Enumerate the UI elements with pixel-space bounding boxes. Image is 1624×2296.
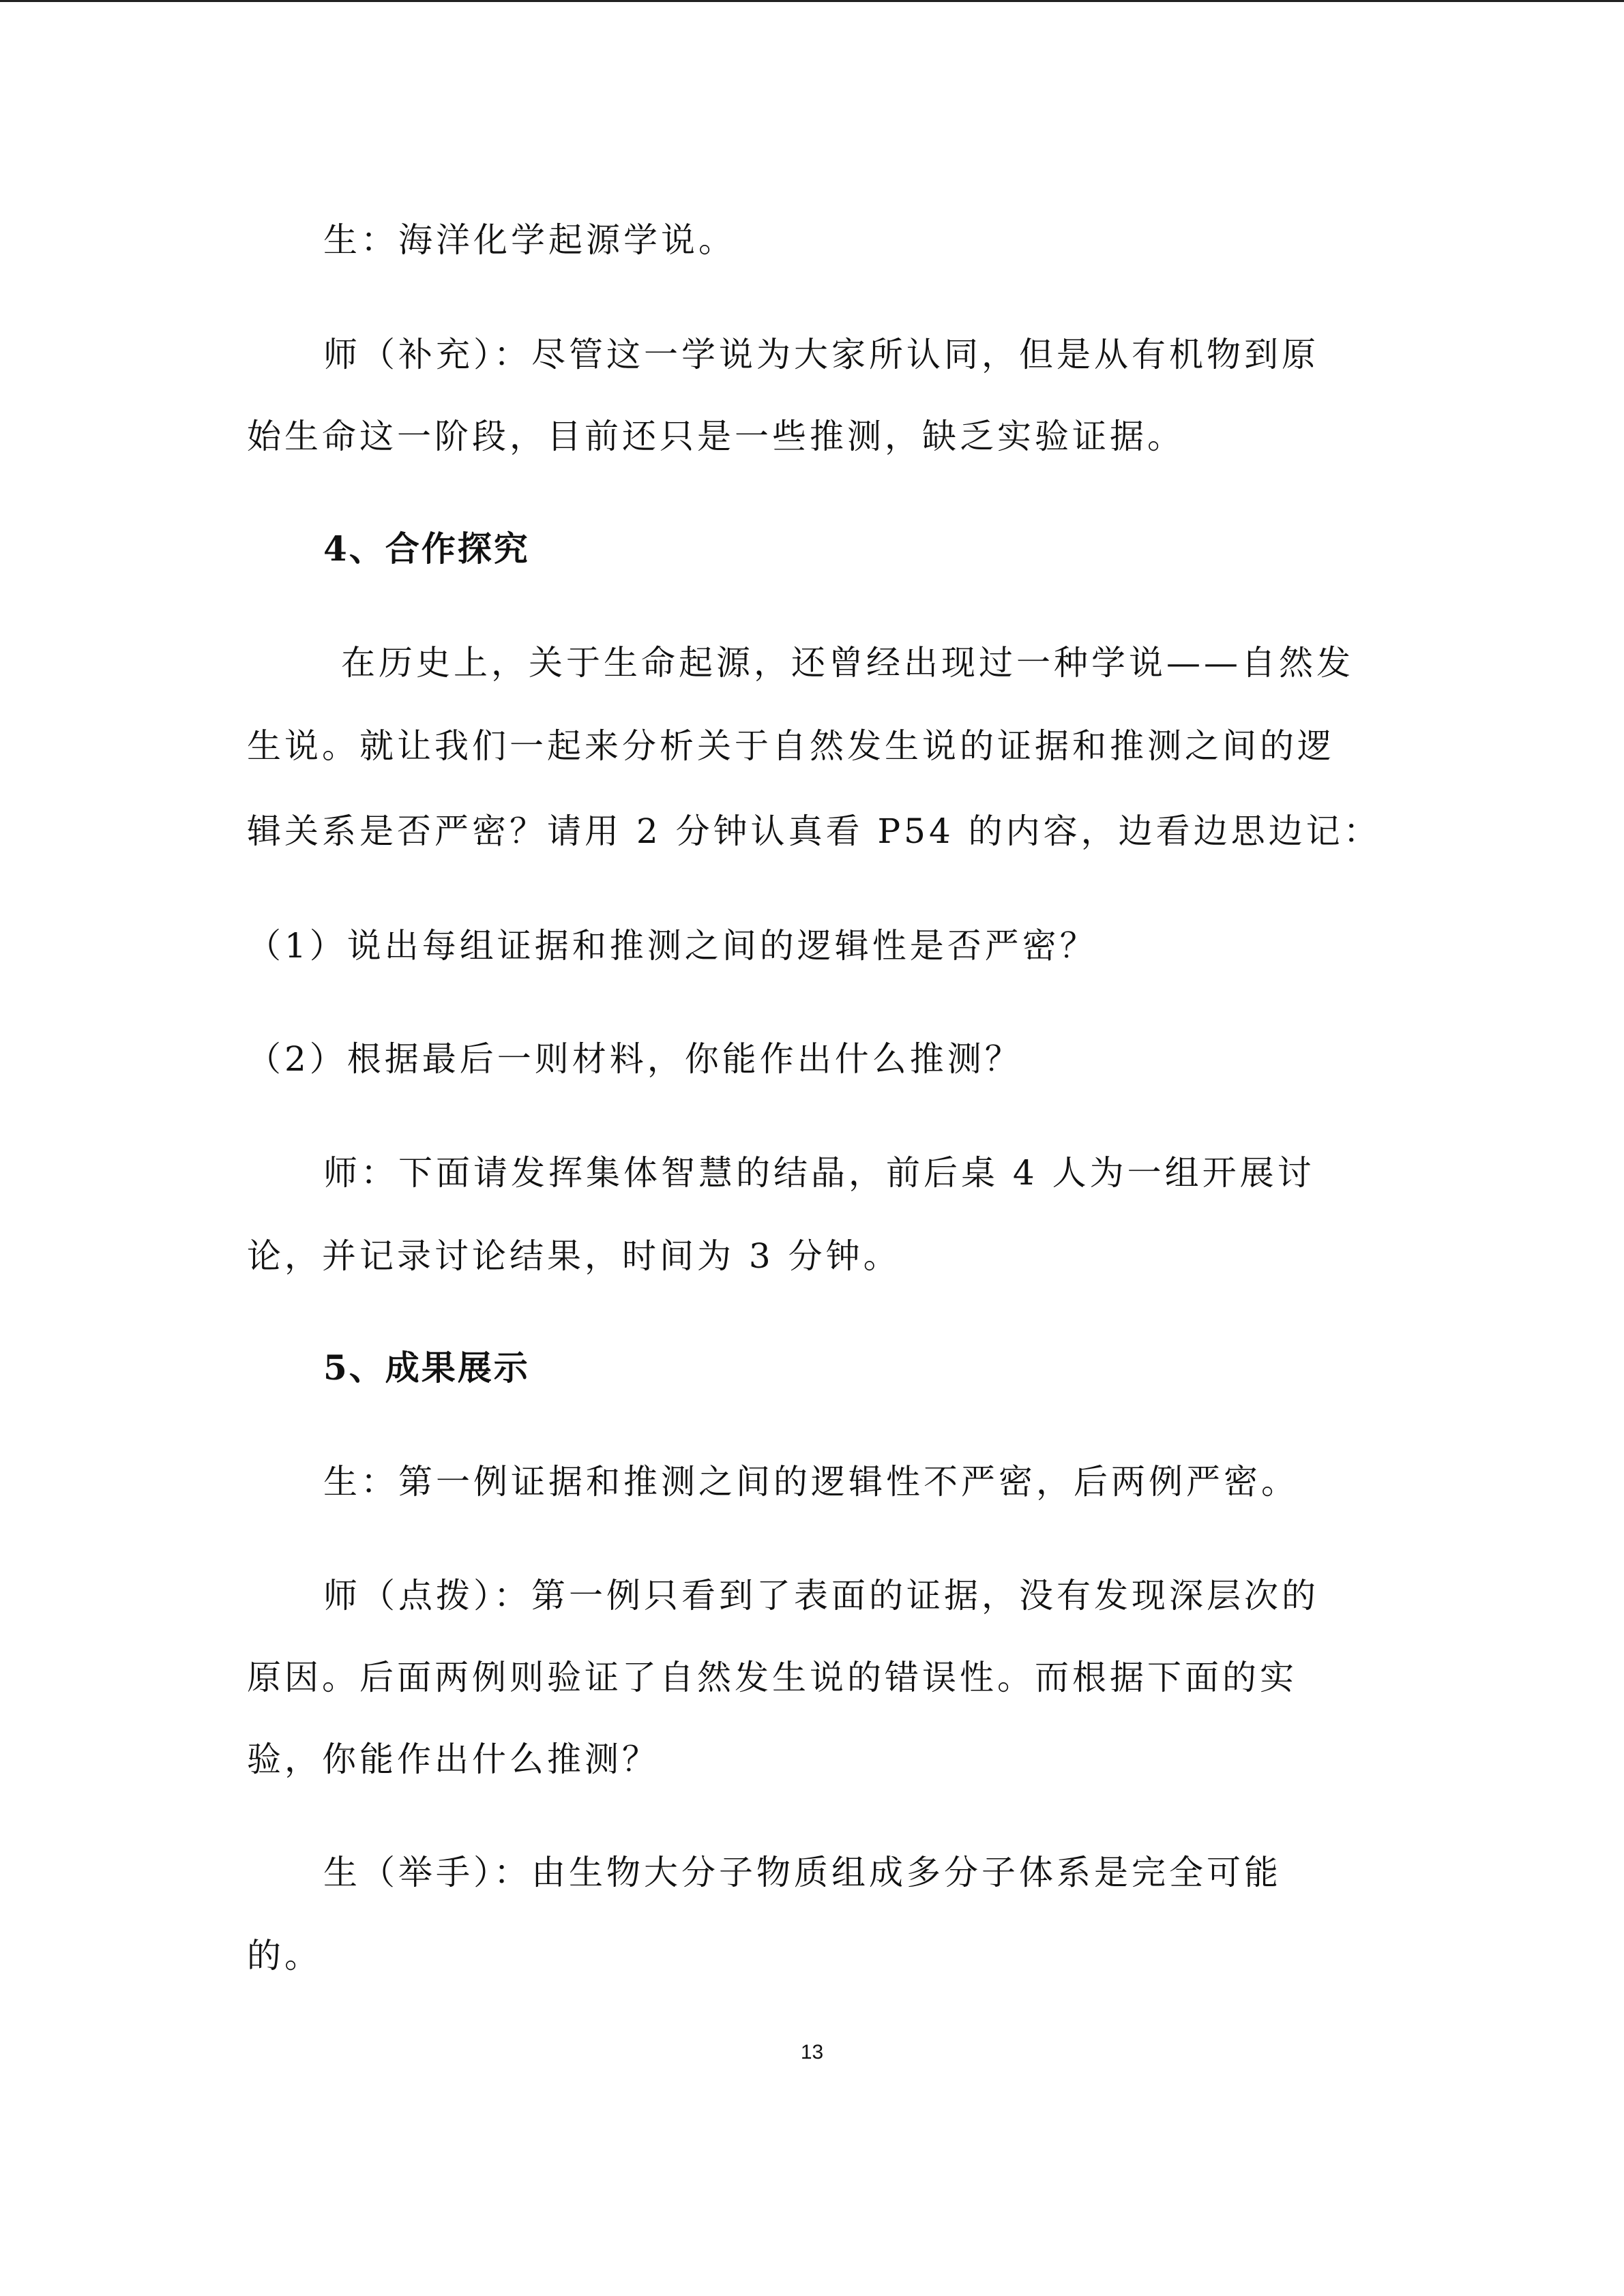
student-raised-hand-continuation: 的。 xyxy=(247,1936,322,1976)
teacher-instruction-continuation: 论，并记录讨论结果，时间为 3 分钟。 xyxy=(247,1236,901,1276)
paragraph-line: 辑关系是否严密？请用 2 分钟认真看 P54 的内容，边看边思边记： xyxy=(247,811,1381,851)
student-answer-line: 生：海洋化学起源学说。 xyxy=(323,220,736,260)
question-item-1: （1）说出每组证据和推测之间的逻辑性是否严密？ xyxy=(247,926,1097,966)
teacher-guidance-line: 师（点拨）：第一例只看到了表面的证据，没有发现深层次的 xyxy=(323,1576,1319,1615)
teacher-guidance-continuation: 验，你能作出什么推测？ xyxy=(247,1740,660,1779)
top-border xyxy=(0,0,1624,2)
page-number: 13 xyxy=(800,2041,824,2063)
paragraph-line: 在历史上，关于生命起源，还曾经出现过一种学说——自然发 xyxy=(341,643,1354,683)
teacher-supplement-continuation: 始生命这一阶段，目前还只是一些推测，缺乏实验证据。 xyxy=(247,417,1185,456)
teacher-guidance-continuation: 原因。后面两例则验证了自然发生说的错误性。而根据下面的实 xyxy=(247,1658,1297,1697)
teacher-supplement-line: 师（补充）：尽管这一学说为大家所认同，但是从有机物到原 xyxy=(323,335,1319,374)
student-answer-line: 生：第一例证据和推测之间的逻辑性不严密，后两例严密。 xyxy=(323,1462,1299,1502)
section-heading-results-display: 5、成果展示 xyxy=(323,1347,530,1388)
section-heading-cooperative-inquiry: 4、合作探究 xyxy=(323,528,530,569)
teacher-instruction-line: 师：下面请发挥集体智慧的结晶，前后桌 4 人为一组开展讨 xyxy=(323,1153,1315,1193)
question-item-2: （2）根据最后一则材料，你能作出什么推测？ xyxy=(247,1039,1022,1079)
student-raised-hand-line: 生（举手）：由生物大分子物质组成多分子体系是完全可能 xyxy=(323,1853,1282,1892)
paragraph-line: 生说。就让我们一起来分析关于自然发生说的证据和推测之间的逻 xyxy=(247,726,1335,766)
